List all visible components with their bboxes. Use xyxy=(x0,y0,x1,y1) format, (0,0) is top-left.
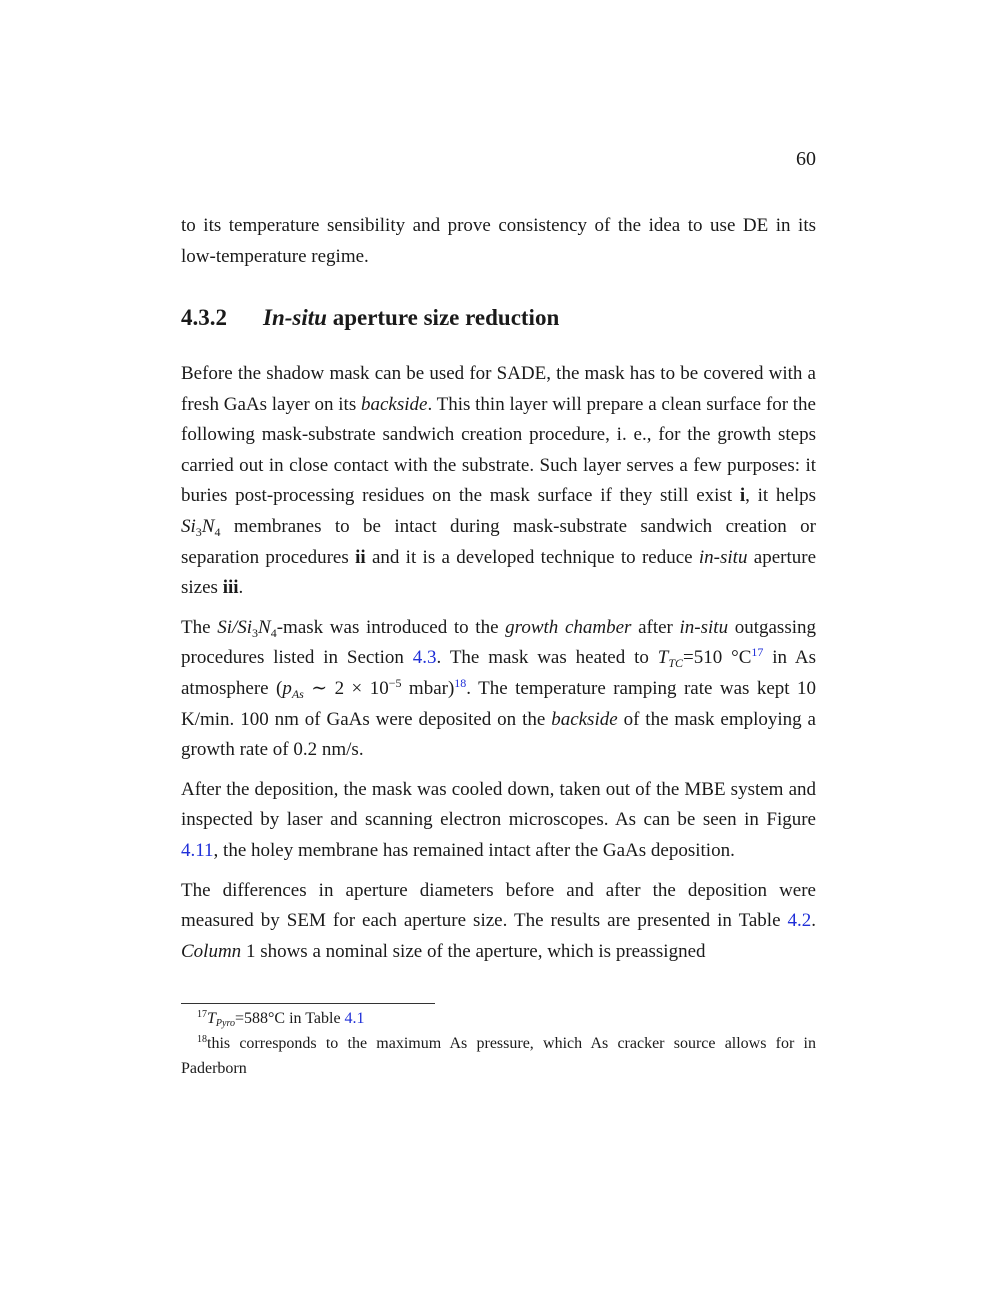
continuation-paragraph: to its temperature sensibility and prove consistency of the idea to use DE in its low-temperature regime. xyxy=(181,215,816,267)
section-heading xyxy=(181,305,816,331)
paragraph-2: The $Si/Si_3N_4$-mask was introduced to the growth chamber after in-situ outgassing procedures listed in Section 4.3. The mask was heated to $T_{TC}=510$ $^\circ C^{17}$ in As atmosphere ($p_{As}$ ∼ $2 \times 10^{-5}$ mbar)$^{18}$. The temperature ramping rate was kept 10 K/min. 100 nm of GaAs were deposited on the backside of the mask employing a growth rate of 0.2 nm/s. xyxy=(181,616,816,761)
footnote-17-link[interactable]: 17 xyxy=(751,645,764,660)
paragraph-4: The differences in aperture diameters before and after the deposition were measured by SEM for each aperture size. The results are presented in Table 4.2. Column 1 shows a nominal size of the aperture, which is preassigned xyxy=(181,879,816,962)
paragraph-3: After the deposition, the mask was cooled down, taken out of the MBE system and inspected by laser and scanning electron microscopes. As can be seen in Figure 4.11, the holey membrane has remained intact after the GaAs deposition. xyxy=(181,778,816,861)
section-title-italic: In-situ xyxy=(263,305,327,330)
section-title: aperture size reduction xyxy=(326,305,560,330)
body-text xyxy=(181,359,816,976)
section-number: 4.3.2 xyxy=(181,305,227,330)
footnote-divider xyxy=(181,1003,435,1004)
paragraph-1: Before the shadow mask can be used for SADE, the mask has to be covered with a fresh GaAs layer on its backside. This thin layer will prepare a clean surface for the following mask-substrate sandwich creation procedure, i. e., for the growth steps carried out in close contact with the substrate. Such layer serves a few purposes: it buries post-processing residues on the mask surface if they still exist i, it helps $Si_3N_4$ membranes to be intact during mask-substrate sandwich creation or separation procedures ii and it is a developed technique to reduce in-situ aperture sizes iii. xyxy=(181,363,816,599)
page-number: 60 xyxy=(796,148,816,170)
footnote-17: $^{17}T_{Pyro}=588^\circ C$ in Table 4.1 xyxy=(197,1009,365,1029)
table-ref-link[interactable]: 4.2 xyxy=(787,910,812,932)
figure-ref-link[interactable]: 4.11 xyxy=(181,839,214,861)
section-ref-link[interactable]: 4.3 xyxy=(412,647,437,669)
footnotes xyxy=(181,1006,816,1081)
footnote-table-ref-link[interactable]: 4.1 xyxy=(344,1010,365,1027)
footnote-18-link[interactable]: 18 xyxy=(454,675,467,690)
footnote-18: $^{18}$this corresponds to the maximum As pressure, which As cracker source allows for in Paderborn xyxy=(181,1034,816,1077)
